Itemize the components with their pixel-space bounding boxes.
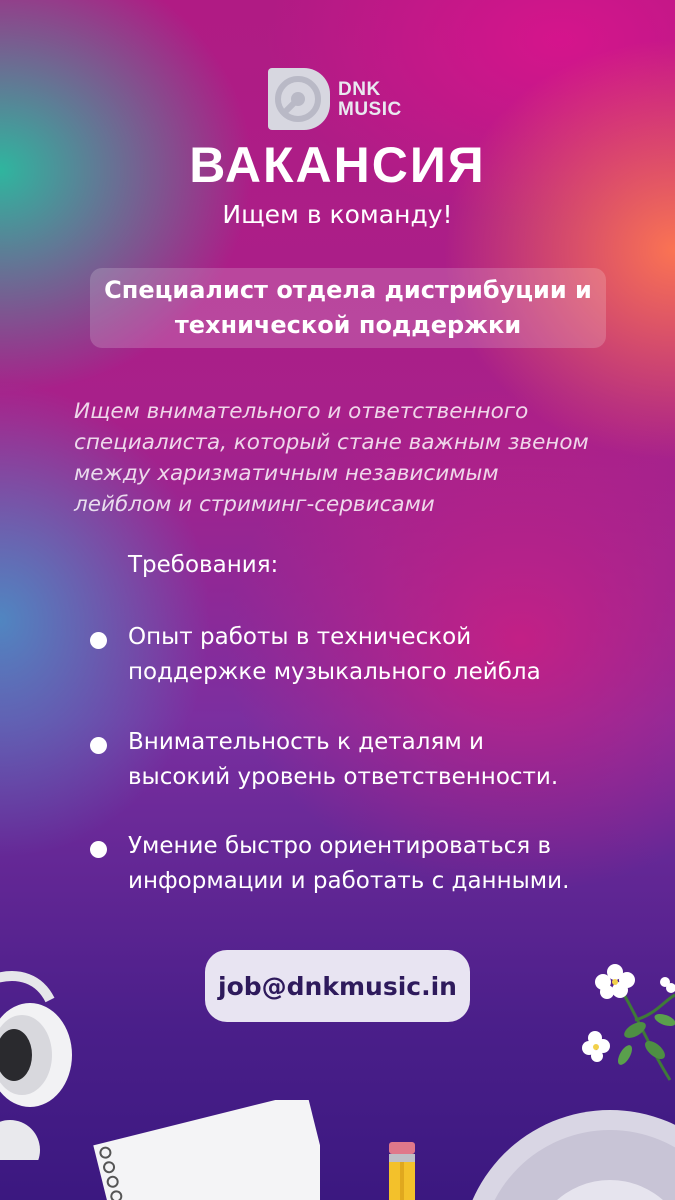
intro-text [74,396,634,520]
requirement-line: высокий уровень ответственности. [128,764,559,790]
requirement-line: Опыт работы в технической [128,624,472,650]
dnk-logo-icon [268,68,330,130]
vinyl-disc-icon [460,1110,675,1200]
page-title: ВАКАНСИЯ [189,137,486,193]
bullet-icon [90,841,107,858]
intro-line: между харизматичным независимым [74,461,499,486]
page-subtitle: Ищем в команду! [222,200,453,229]
requirement-line: Внимательность к деталям и [128,729,484,755]
headphones-icon [0,960,90,1160]
requirements-heading: Требования: [128,552,279,578]
brand-name [338,80,402,120]
bullet-icon [90,632,107,649]
notebook-icon [80,1100,320,1200]
requirement-line: информации и работать с данными. [128,868,570,894]
position-line-1: Специалист отдела дистрибуции и [104,276,592,304]
position-box [90,268,606,348]
dnk-music-logo [268,68,418,132]
flowers-icon [575,960,675,1090]
intro-line: специалиста, который стане важным звеном [74,430,589,455]
intro-line: Ищем внимательного и ответственного [74,399,529,424]
requirement-line: Умение быстро ориентироваться в [128,833,552,859]
brand-line-1: DNK [338,79,381,100]
email-address[interactable]: job@dnkmusic.in [218,971,457,1001]
intro-line: лейблом и стриминг-сервисами [74,492,435,517]
pencil-icon [385,1140,419,1200]
position-line-2: технической поддержки [174,311,522,339]
requirement-line: поддержке музыкального лейбла [128,659,541,685]
bullet-icon [90,737,107,754]
email-contact-button[interactable] [205,950,470,1022]
brand-line-2: MUSIC [338,99,402,120]
